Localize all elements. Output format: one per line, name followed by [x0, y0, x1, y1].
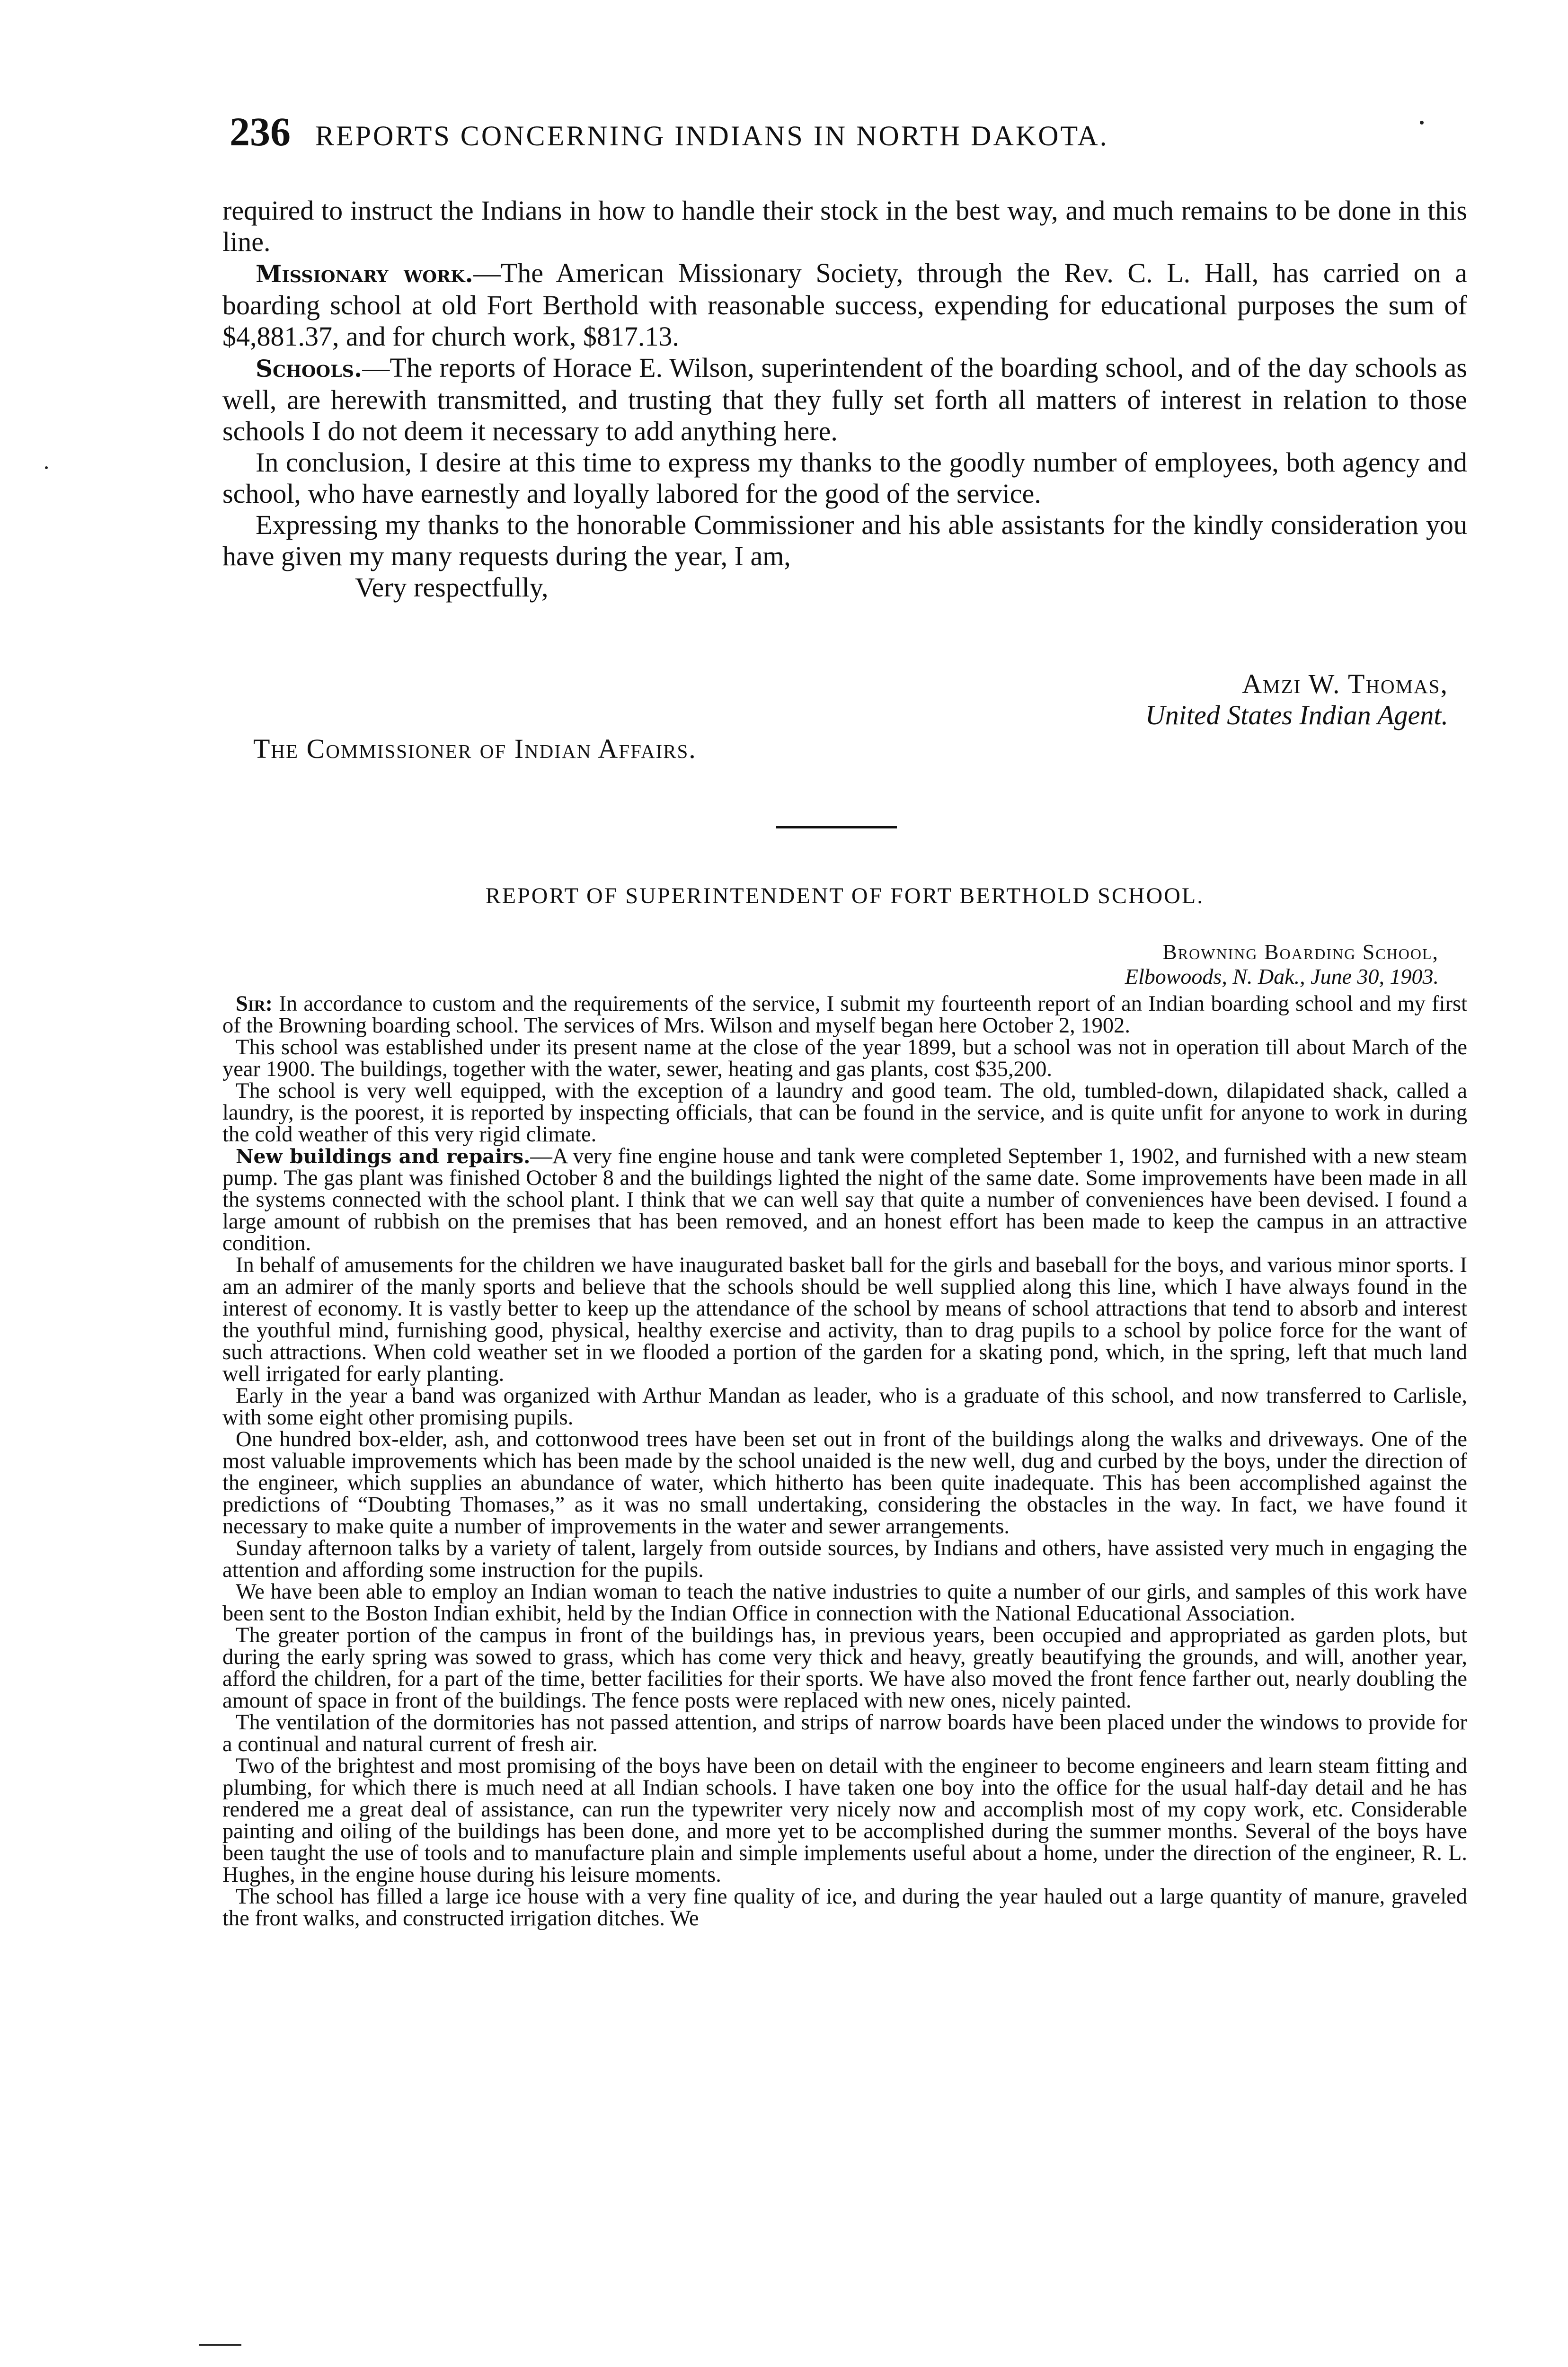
conclusion-paragraph: In conclusion, I desire at this time to express my thanks to the goodly number of employees, both agency and school, who have earnestly and loyally labored for the good of the service. [222, 447, 1467, 509]
signature-title: United States Indian Agent. [1145, 700, 1448, 730]
paragraph-1 [222, 993, 1467, 1037]
opening-fragment: required to instruct the Indians in how to handle their stock in the best way, and much remains to be done in this line. [222, 195, 1467, 257]
paragraph-1-text: In accordance to custom and the requirements of the service, I submit my fourteenth report of an Indian boarding school and my first of the Browning boarding school. The services of Mrs. Wilson and myself began here October 2, 1902. [222, 992, 1468, 1038]
dateline-place: Browning Boarding School, [1162, 940, 1439, 964]
paragraph-4 [222, 1146, 1467, 1255]
missionary-heading: Missionary work. [256, 260, 473, 288]
section-divider [776, 826, 897, 828]
new-buildings-heading: New buildings and repairs. [236, 1145, 531, 1168]
scan-mark [45, 466, 48, 469]
dateline-date: Elbowoods, N. Dak., June 30, 1903. [1125, 964, 1439, 988]
closing-line: Very respectfully, [355, 572, 549, 603]
schools-text: —The reports of Horace E. Wilson, superintendent of the boarding school, and of the day schools as well, are herewith transmitted, and trusting that they fully set forth all matters of interest in relation to those schools I do not deem it necessary to add anything here. [222, 352, 1467, 446]
paragraph-9: We have been able to employ an Indian woman to teach the native industries to quite a number of our girls, and samples of this work have been sent to the Boston Indian exhibit, held by the Indian Office in connection with the National Educational Association. [222, 1580, 1467, 1626]
page-number: 236 [230, 109, 291, 154]
signature-block [975, 668, 1448, 731]
paragraph-11: The ventilation of the dormitories has not passed attention, and strips of narrow boards have been placed under the windows to provide for a continual and natural current of fresh air. [222, 1710, 1467, 1756]
missionary-paragraph [222, 258, 1467, 352]
paragraph-4-text: —A very fine engine house and tank were completed September 1, 1902, and furnished with a new steam pump. The gas plant was finished October 8 and the buildings lighted the night of the same date. Some improvements have been made in all the systems connected with the school plant. I think that we can well say that quite a number of conveniences have been devised. I found a large amount of rubbish on the premises that has been removed, and an honest effort has been made to keep the campus in an attractive condition. [222, 1144, 1467, 1255]
paragraph-5: In behalf of amusements for the children we have inaugurated basket ball for the girls and baseball for the boys, and various minor sports. I am an admirer of the manly sports and believe that the schools should be well supplied along this line, which I have always found in the interest of economy. It is vastly better to keep up the attendance of the school by means of school attractions that tend to absorb and interest the youthful mind, furnishing good, physical, healthy exercise and activity, than to drag pupils to a school by police force for the want of such attractions. When cold weather set in we flooded a portion of the garden for a skating pond, which, in the spring, left that much land well irrigated for early planting. [222, 1253, 1467, 1386]
agent-report-text [222, 195, 1467, 603]
schools-paragraph [222, 352, 1467, 447]
paragraph-8: Sunday afternoon talks by a variety of talent, largely from outside sources, by Indians and others, have assisted very much in engaging the attention and affording some instruction for the pupils. [222, 1536, 1467, 1582]
paragraph-6: Early in the year a band was organized with Arthur Mandan as leader, who is a graduate of this school, and now transferred to Carlisle, with some eight other promising pupils. [222, 1384, 1467, 1430]
report-title: REPORT OF SUPERINTENDENT OF FORT BERTHOLD SCHOOL. [485, 883, 1205, 908]
paragraph-10: The greater portion of the campus in front of the buildings has, in previous years, been occupied and appropriated as garden plots, but during the early spring was sowed to grass, which has come very thick and heavy, greatly beautifying the grounds, and will, another year, afford the children, for a part of the time, better facilities for their sports. We have also moved the front fence farther out, nearly doubling the amount of space in front of the buildings. The fence posts were replaced with new ones, nicely painted. [222, 1623, 1467, 1713]
paragraph-12: Two of the brightest and most promising of the boys have been on detail with the engineer to become engineers and learn steam fitting and plumbing, for which there is much need at all Indian schools. I have taken one boy into the office for the usual half-day detail and he has rendered me a great deal of assistance, can run the typewriter very nicely now and accomplish most of my copy work, etc. Considerable painting and oiling of the buildings has been done, and more yet to be accomplished during the summer months. Several of the boys have been taught the use of tools and to manufacture plain and simple implements useful about a home, under the direction of the engineer, R. L. Hughes, in the engine house during his leisure moments. [222, 1754, 1467, 1887]
running-title: REPORTS CONCERNING INDIANS IN NORTH DAKOTA. [315, 120, 1109, 151]
thanks-paragraph: Expressing my thanks to the honorable Commissioner and his able assistants for the kindly consideration you have given my many requests during the year, I am, [222, 509, 1467, 571]
schools-heading: Schools. [256, 355, 363, 383]
signature-name: Amzi W. Thomas, [1242, 668, 1448, 699]
paragraph-3: The school is very well equipped, with the exception of a laundry and good team. The old, tumbled-down, dilapidated shack, called a laundry, is the poorest, it is reported by inspecting officials, that can be found in the service, and is quite unfit for anyone to work in during the cold weather of this very rigid climate. [222, 1079, 1467, 1147]
paragraph-2: This school was established under its present name at the close of the year 1899, but a school was not in operation till about March of the year 1900. The buildings, together with the water, sewer, heating and gas plants, cost $35,200. [222, 1035, 1467, 1081]
paragraph-7: One hundred box-elder, ash, and cottonwood trees have been set out in front of the buildings along the walks and driveways. One of the most valuable improvements which has been made by the school unaided is the new well, dug and curbed by the boys, under the direction of the engineer, which supplies an abundance of water, which hitherto has been quite inadequate. This has been accomplished against the predictions of “Doubting Thomases,” as it was no small undertaking, considering the obstacles in the way. In fact, we have found it necessary to make quite a number of improvements in the water and sewer arrangements. [222, 1427, 1467, 1539]
salutation: Sir: [236, 992, 273, 1016]
scan-mark [199, 2344, 241, 2346]
addressee: The Commissioner of Indian Affairs. [253, 733, 697, 764]
school-report-text [222, 993, 1467, 1930]
scan-mark [1420, 121, 1424, 125]
paragraph-13: The school has filled a large ice house with a very fine quality of ice, and during the year hauled out a large quantity of manure, graveled the front walks, and constructed irrigation ditches. We [222, 1885, 1467, 1931]
dateline [947, 940, 1439, 989]
missionary-text: —The American Missionary Society, through the Rev. C. L. Hall, has carried on a boarding school at old Fort Berthold with reasonable success, expending for educational purposes the sum of $4,881.37, and for church work, $817.13. [222, 258, 1467, 352]
page-header [230, 108, 1470, 155]
